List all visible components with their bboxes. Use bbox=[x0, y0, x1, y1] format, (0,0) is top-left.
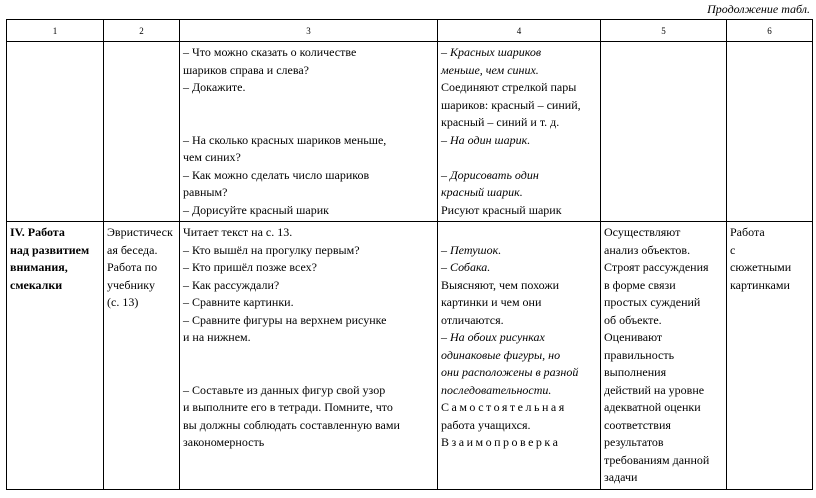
text-line: отличаются. bbox=[441, 312, 504, 327]
table-row bbox=[7, 222, 813, 490]
text-line: картинки и чем они bbox=[441, 295, 542, 309]
column-number-1: 1 bbox=[7, 20, 104, 42]
row1-teacher-activity-cell bbox=[180, 42, 438, 222]
stage-name-cell bbox=[7, 222, 104, 490]
text-line: смекалки bbox=[10, 277, 63, 292]
student-activity-cell bbox=[438, 222, 601, 490]
column-number-5: 5 bbox=[601, 20, 727, 42]
text-line: – Кто пришёл позже всех? bbox=[183, 260, 317, 274]
text-line: – На сколько красных шариков меньше, bbox=[183, 132, 387, 147]
text-line: IV. Работа bbox=[10, 225, 65, 239]
text-line: – Как можно сделать число шариков bbox=[183, 167, 370, 182]
text-line: закономерность bbox=[183, 435, 265, 449]
text-line: – Петушок. bbox=[441, 242, 502, 257]
text-line: работа учащихся. bbox=[441, 417, 531, 432]
text-line: внимания, bbox=[10, 260, 68, 274]
text-line: меньше, чем синих. bbox=[441, 62, 539, 77]
text-line: Взаимопроверка bbox=[441, 435, 561, 449]
text-line: и на нижнем. bbox=[183, 330, 251, 344]
text-line: Самостоятельная bbox=[441, 400, 567, 414]
text-line: они расположены в разной bbox=[441, 365, 579, 379]
text-line: правильность bbox=[604, 347, 675, 362]
text-line: – Сравните фигуры на верхнем рисунке bbox=[183, 312, 387, 327]
text-line: – На один шарик. bbox=[441, 132, 531, 147]
row1-notes-cell bbox=[727, 42, 813, 222]
text-line: сюжетными bbox=[730, 260, 792, 274]
text-line: чем синих? bbox=[183, 150, 241, 164]
text-line: с bbox=[730, 242, 736, 257]
text-line: Читает текст на с. 13. bbox=[183, 225, 293, 239]
table-row bbox=[7, 42, 813, 222]
text-line: шариков справа и слева? bbox=[183, 62, 310, 77]
text-line: простых суждений bbox=[604, 295, 701, 309]
text-line: – Сравните картинки. bbox=[183, 295, 294, 309]
text-line: – Дорисуйте красный шарик bbox=[183, 202, 329, 217]
notes-cell bbox=[727, 222, 813, 490]
text-line: выполнения bbox=[604, 365, 667, 379]
teacher-activity-cell bbox=[180, 222, 438, 490]
text-line: вы должны соблюдать составленную вами bbox=[183, 417, 400, 432]
text-line: последовательности. bbox=[441, 382, 552, 397]
text-line: – Составьте из данных фигур свой узор bbox=[183, 382, 386, 397]
column-number-3: 3 bbox=[180, 20, 438, 42]
text-line: результатов bbox=[604, 435, 664, 449]
text-line: равным? bbox=[183, 185, 228, 199]
text-line: задачи bbox=[604, 470, 638, 484]
text-line: соответствия bbox=[604, 417, 671, 432]
row1-student-activity-cell bbox=[438, 42, 601, 222]
method-cell bbox=[104, 222, 180, 490]
text-line: – Как рассуждали? bbox=[183, 277, 280, 292]
text-line: Эвристическ bbox=[107, 225, 173, 239]
text-line: – Дорисовать один bbox=[441, 167, 539, 182]
text-line: Рисуют красный шарик bbox=[441, 202, 562, 217]
text-line: Осуществляют bbox=[604, 225, 681, 239]
text-line: Строят рассуждения bbox=[604, 260, 709, 274]
text-line: – Кто вышёл на прогулку первым? bbox=[183, 242, 360, 257]
column-number-2: 2 bbox=[104, 20, 180, 42]
text-line: действий на уровне bbox=[604, 382, 705, 397]
text-line: – Докажите. bbox=[183, 80, 246, 94]
text-line: – Красных шариков bbox=[441, 45, 542, 59]
text-line: и выполните его в тетради. Помните, что bbox=[183, 400, 393, 414]
text-line: – На обоих рисунках bbox=[441, 330, 545, 344]
text-line: шариков: красный – синий, bbox=[441, 97, 581, 112]
text-line: Оценивают bbox=[604, 330, 663, 344]
text-line: – Что можно сказать о количестве bbox=[183, 45, 357, 59]
text-line: ая беседа. bbox=[107, 242, 158, 257]
text-line: требованиям данной bbox=[604, 452, 710, 467]
text-line: одинаковые фигуры, но bbox=[441, 347, 561, 362]
uud-cell bbox=[601, 222, 727, 490]
row1-stage-cell bbox=[7, 42, 104, 222]
column-number-6: 6 bbox=[727, 20, 813, 42]
text-line: Работа bbox=[730, 225, 765, 239]
text-line: анализ объектов. bbox=[604, 242, 691, 257]
text-line: об объекте. bbox=[604, 312, 662, 327]
column-number-row bbox=[7, 20, 813, 42]
text-line: картинками bbox=[730, 277, 790, 292]
row1-method-cell bbox=[104, 42, 180, 222]
column-number-4: 4 bbox=[438, 20, 601, 42]
table-continuation-caption: Продолжение табл. bbox=[707, 2, 810, 16]
row1-uud-cell bbox=[601, 42, 727, 222]
text-line: адекватной оценки bbox=[604, 400, 701, 414]
text-line: (с. 13) bbox=[107, 295, 139, 309]
text-line: Соединяют стрелкой пары bbox=[441, 80, 577, 94]
text-line: красный шарик. bbox=[441, 185, 523, 199]
text-line: над развитием bbox=[10, 242, 90, 257]
text-line: – Собака. bbox=[441, 260, 491, 274]
text-line: учебнику bbox=[107, 277, 155, 292]
text-line: Выясняют, чем похожи bbox=[441, 277, 560, 292]
lesson-plan-table bbox=[6, 19, 813, 490]
text-line: красный – синий и т. д. bbox=[441, 115, 560, 129]
text-line: Работа по bbox=[107, 260, 158, 274]
text-line: в форме связи bbox=[604, 277, 676, 292]
